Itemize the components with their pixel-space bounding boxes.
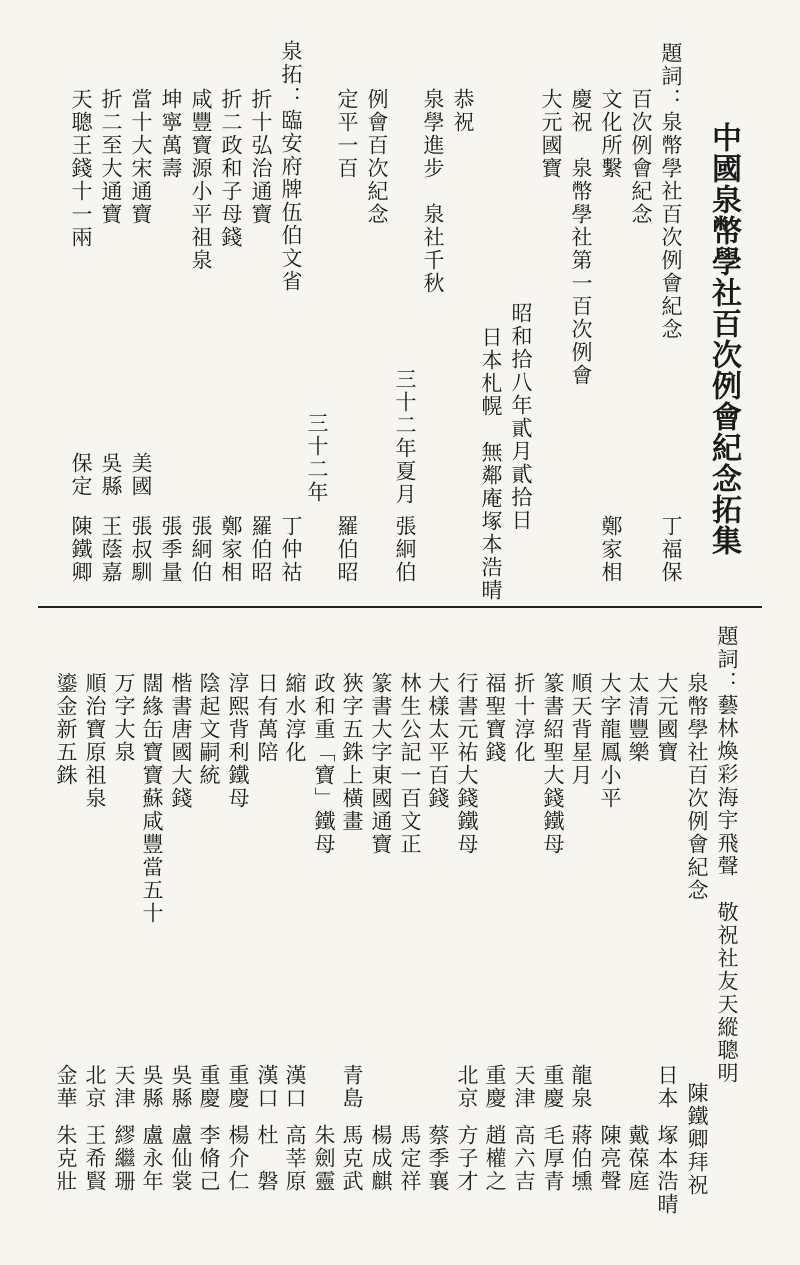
coin-name: 天聰王錢十一兩: [69, 88, 93, 249]
contributor-place: 北京: [455, 1064, 479, 1110]
rubbings-contributor: 鄭家相: [219, 515, 243, 584]
contributor-place: 日本: [655, 1064, 679, 1110]
contributor-name: 馬定祥: [398, 1124, 422, 1193]
rubbings-row-1: [280, 40, 301, 293]
coin-name: 林生公記一百文正: [398, 672, 422, 856]
contributor-place: 吳縣: [140, 1064, 164, 1110]
coin-name: 順治寶原祖泉: [83, 672, 107, 810]
inscription-2-date-2: 三十二年: [305, 412, 329, 504]
contributor-name: 楊介仁: [226, 1124, 250, 1193]
contributor-name: 陳亮聲: [598, 1124, 622, 1193]
inscription-2-author-2: 羅伯昭: [335, 515, 359, 584]
inscription-1-line-1: [660, 42, 681, 341]
contributor-name: 繆繼珊: [112, 1124, 136, 1193]
inscription-1-date: 昭和拾八年貳月貳拾日: [509, 302, 533, 532]
coin-name: 大字龍鳳小平: [598, 672, 622, 810]
coin-name: 太清豐樂: [626, 672, 650, 764]
contributor-name: 毛厚青: [541, 1124, 565, 1193]
inscription-1-line-4: 慶祝 泉幣學社第一百次例會: [569, 88, 593, 387]
contributor-name: 方子才: [455, 1124, 479, 1193]
coin-name: 楷書唐國大錢: [169, 672, 193, 810]
contributor-place: 北京: [83, 1064, 107, 1110]
lower-inscription-line-2: 泉幣學社百次例會紀念: [685, 672, 709, 902]
inscription-2-line-3: 例會百次紀念: [365, 88, 389, 226]
contributor-name: 李脩己: [197, 1124, 221, 1193]
coin-name: 闊緣缶寶寶蘇咸豐當五十: [140, 672, 164, 925]
contributor-name: 蔡季襄: [426, 1124, 450, 1193]
coin-name: 折十淳化: [512, 672, 536, 764]
contributor-name: 王希賢: [83, 1124, 107, 1193]
contributor-name: 朱劍靈: [312, 1124, 336, 1193]
rubbings-contributor: 王蔭嘉: [99, 515, 123, 584]
coin-name: 當十大宋通寶: [129, 88, 153, 226]
rubbings-label: 泉拓: [279, 40, 303, 86]
contributor-place: 重慶: [483, 1064, 507, 1110]
inscription-label: 題詞: [659, 42, 683, 88]
rubbings-contributor: 羅伯昭: [249, 515, 273, 584]
rubbings-place: 美國: [129, 452, 153, 498]
coin-name: 順天背星月: [569, 672, 593, 787]
rubbings-contributor: 陳鐵卿: [69, 515, 93, 584]
contributor-place: 重慶: [541, 1064, 565, 1110]
contributor-place: 天津: [112, 1064, 136, 1110]
inscription-1-line-5: 大元國寶: [539, 88, 563, 180]
inscription-2-date: 三十二年夏月: [393, 368, 417, 506]
contributor-place: 吳縣: [169, 1064, 193, 1110]
coin-name: 折十弘治通寶: [249, 88, 273, 226]
inscription-text: 藝林煥彩海宇飛聲 敬祝社友天縱聰明: [715, 694, 739, 1085]
coin-name: 万字大泉: [112, 672, 136, 764]
inscription-1-author: 丁福保: [659, 515, 683, 584]
rubbings-contributor: 張絅伯: [189, 515, 213, 584]
inscription-2-line-4: 定平一百: [335, 88, 359, 180]
coin-name: 日有萬陪: [255, 672, 279, 764]
lower-inscription-line-1: [716, 625, 737, 1085]
contributor-name: 高六吉: [512, 1124, 536, 1193]
contributor-name: 盧永年: [140, 1124, 164, 1193]
coin-name: 坤寧萬壽: [159, 88, 183, 180]
rubbings-place: 保定: [69, 452, 93, 498]
coin-name: 政和重「寶」鐵母: [312, 672, 336, 856]
book-title: 中國泉幣學社百次例會紀念拓集: [706, 122, 741, 556]
contributor-name: 朱克壯: [54, 1124, 78, 1193]
rubbings-place: 吳縣: [99, 452, 123, 498]
inscription-text: 泉幣學社百次例會紀念: [659, 111, 683, 341]
colon: ：: [715, 671, 739, 694]
section-divider: [38, 606, 762, 608]
colon: ：: [279, 86, 303, 109]
coin-name: 篆書大字東國通寶: [369, 672, 393, 856]
contributor-name: 杜 磐: [255, 1124, 279, 1193]
coin-name: 狹字五銖上橫畫: [340, 672, 364, 833]
coin-name: 大元國寶: [655, 672, 679, 764]
rubbings-contributor: 張季量: [159, 515, 183, 584]
contributor-name: 戴葆庭: [626, 1124, 650, 1193]
inscription-1-line-3: 文化所繫: [599, 88, 623, 180]
inscription-1-line-2: 百次例會紀念: [629, 88, 653, 226]
coin-name: 福聖寶錢: [483, 672, 507, 764]
inscription-2-line-2: 泉學進步 泉社千秋: [421, 88, 445, 295]
contributor-name: 馬克武: [340, 1124, 364, 1193]
contributor-name: 高莘原: [283, 1124, 307, 1193]
inscription-2-line-1: 恭祝: [451, 88, 475, 134]
coin-name: 折二至大通寶: [99, 88, 123, 226]
lower-inscription-author: 陳鐵卿拜祝: [685, 1082, 709, 1197]
contributor-place: 漢口: [255, 1064, 279, 1110]
coin-name: 篆書紹聖大錢鐵母: [541, 672, 565, 856]
coin-name: 大樣太平百錢: [426, 672, 450, 810]
contributor-name: 盧仙裳: [169, 1124, 193, 1193]
contributor-place: 重慶: [226, 1064, 250, 1110]
colon: ：: [659, 88, 683, 111]
inscription-1-place: 日本札幌 無鄰庵塚本浩晴: [479, 326, 503, 602]
contributor-place: 天津: [512, 1064, 536, 1110]
contributor-name: 塚本浩晴: [655, 1124, 679, 1216]
inscription-label: 題詞: [715, 625, 739, 671]
contributor-name: 趙權之: [483, 1124, 507, 1193]
inscription-1-author-2: 鄭家相: [599, 515, 623, 584]
coin-name: 咸豐寶源小平祖泉: [189, 88, 213, 272]
contributor-place: 重慶: [197, 1064, 221, 1110]
contributor-place: 金華: [54, 1064, 78, 1110]
inscription-2-author: 張絅伯: [393, 515, 417, 584]
contributor-place: 青島: [340, 1064, 364, 1110]
coin-name: 臨安府牌伍伯文省: [279, 109, 303, 293]
coin-name: 縮水淳化: [283, 672, 307, 764]
coin-name: 折二政和子母錢: [219, 88, 243, 249]
contributor-place: 漢口: [283, 1064, 307, 1110]
contributor-place: 龍泉: [569, 1064, 593, 1110]
coin-name: 鎏金新五銖: [54, 672, 78, 787]
rubbings-contributor: 張叔馴: [129, 515, 153, 584]
contributor-name: 蔣伯壎: [569, 1124, 593, 1193]
coin-name: 行書元祐大錢鐵母: [455, 672, 479, 856]
rubbings-contributor: 丁仲祜: [279, 515, 303, 584]
coin-name: 陰起文嗣統: [197, 672, 221, 787]
coin-name: 淳熙背利鐵母: [226, 672, 250, 810]
contributor-name: 楊成麒: [369, 1124, 393, 1193]
